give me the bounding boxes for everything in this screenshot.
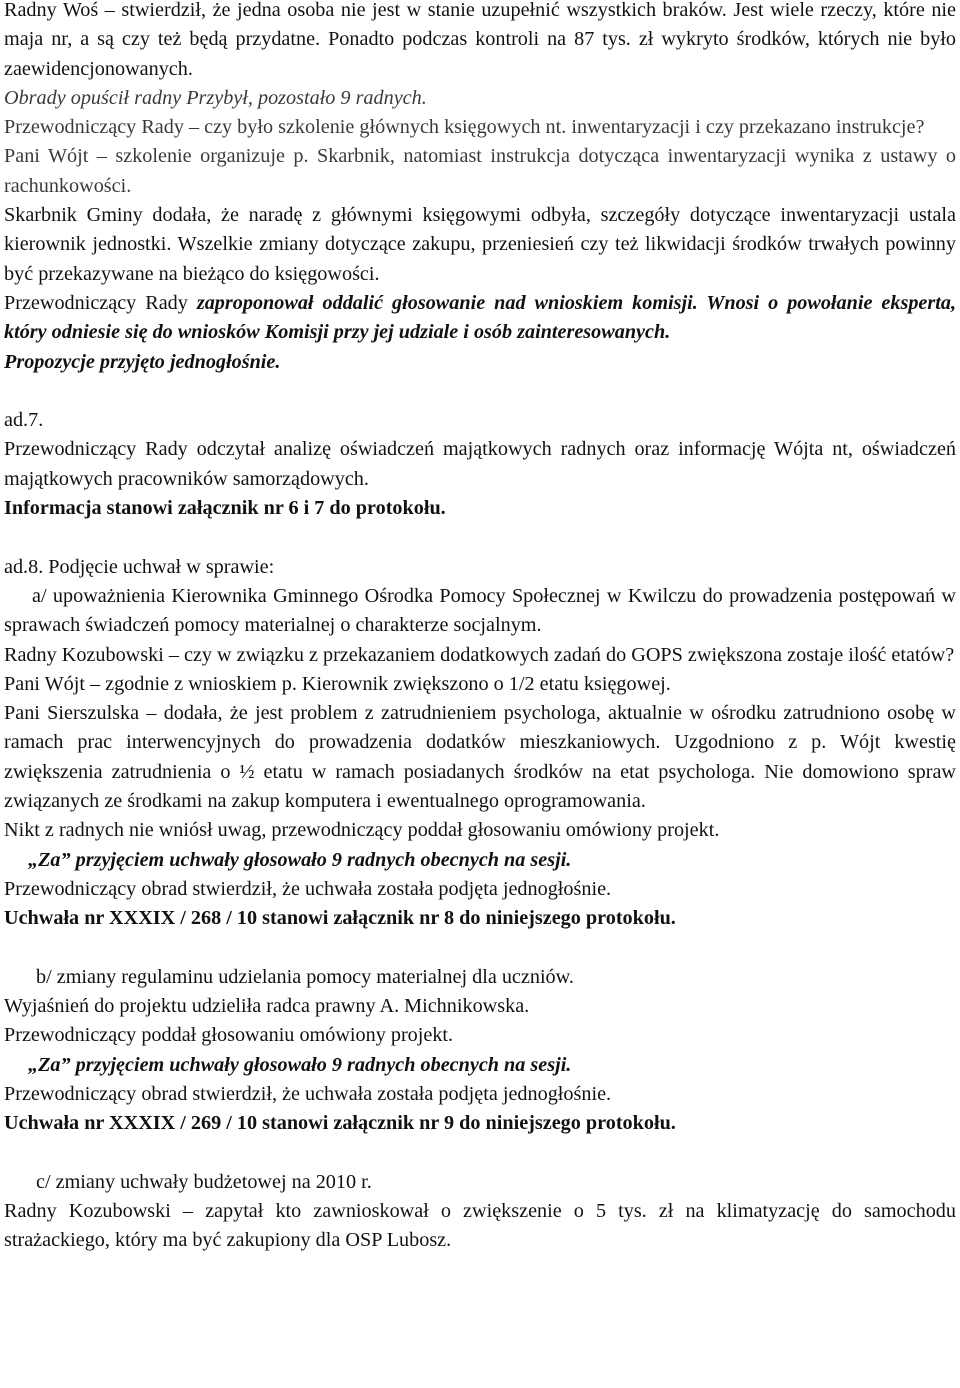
proposal-motion: zaproponował oddalić głosowanie nad wnioskiem komisji. [196, 291, 698, 314]
paragraph-pani-wojt-etat: Pani Wójt – zgodnie z wnioskiem p. Kierownik zwiększono o 1/2 etatu księgowej. [4, 672, 671, 695]
section-heading-ad8: ad.8. Podjęcie uchwał w sprawie: [4, 555, 275, 578]
paragraph-skarbnik-gminy: Skarbnik Gminy dodała, że naradę z głównymi księgowymi odbyła, szczegóły dotyczące inwentaryzacji ustala kierownik jednostki. Wszelkie zmiany dotyczące zakupu, przeniesień czy też likwidacji środków trwałych powinny być przekazywane na bieżąco do księgowości. [4, 204, 956, 285]
resolution-item-c: c/ zmiany uchwały budżetowej na 2010 r. [36, 1170, 372, 1193]
resolution-number-268: Uchwała nr XXXIX / 268 / 10 stanowi załącznik nr 8 do niniejszego protokołu. [4, 907, 676, 930]
paragraph-obrady-opuscil: Obrady opuścił radny Przybył, pozostało 9 radnych. [4, 86, 427, 109]
proposal-result: Propozycje przyjęto jednogłośnie. [4, 350, 281, 373]
paragraph-przewodniczacy-pytanie: Przewodniczący Rady – czy było szkolenie głównych księgowych nt. inwentaryzacji i czy przekazano instrukcje? [4, 116, 925, 139]
paragraph-radny-wos: Radny Woś – stwierdził, że jedna osoba nie jest w stanie uzupełnić wszystkich braków. Jest wiele rzeczy, które nie maja nr, a są czy też będą przydatne. Ponadto podczas kontroli na 87 tys. zł wykryto środków, których nie było zaewidencjonowanych. [4, 0, 956, 80]
document-page [4, 0, 956, 1256]
vote-statement-a: Przewodniczący obrad stwierdził, że uchwała została podjęta jednogłośnie. [4, 877, 612, 900]
spacer [4, 377, 956, 406]
paragraph-radny-kozubowski-klimatyzacja: Radny Kozubowski – zapytał kto zawnioskował o zwiększenie o 5 tys. zł na klimatyzację do samochodu strażackiego, który ma być zakupiony dla OSP Lubosz. [4, 1200, 956, 1252]
vote-statement-b: Przewodniczący obrad stwierdził, że uchwała została podjęta jednogłośnie. [4, 1082, 612, 1105]
proposal-speaker: Przewodniczący Rady [4, 291, 197, 314]
spacer [4, 1139, 956, 1168]
spacer [4, 934, 956, 963]
paragraph-brak-uwag: Nikt z radnych nie wniósł uwag, przewodniczący poddał głosowaniu omówiony projekt. [4, 819, 720, 842]
paragraph-analiza-oswiadczen: Przewodniczący Rady odczytał analizę oświadczeń majątkowych radnych oraz informację Wójta nt, oświadczeń majątkowych pracowników samorządowych. [4, 438, 956, 490]
proposal-expert: Wnosi o powołanie eksperta, który odniesie się do wniosków Komisji przy jej udziale i osób zainteresowanych. [4, 291, 956, 344]
spacer [4, 523, 956, 552]
paragraph-przewodniczacy-propozycja [4, 289, 956, 348]
attachment-note-6-7: Informacja stanowi załącznik nr 6 i 7 do protokołu. [4, 497, 446, 520]
paragraph-glosowanie-b: Przewodniczący poddał głosowaniu omówiony projekt. [4, 1024, 454, 1047]
paragraph-pani-wojt-szkolenie: Pani Wójt – szkolenie organizuje p. Skarbnik, natomiast instrukcja dotycząca inwentaryzacji wynika z ustawy o rachunkowości. [4, 145, 956, 197]
resolution-item-a: a/ upoważnienia Kierownika Gminnego Ośrodka Pomocy Społecznej w Kwilczu do prowadzenia postępowań w sprawach świadczeń pomocy materialnej o charakterze socjalnym. [4, 584, 956, 637]
resolution-item-b: b/ zmiany regulaminu udzielania pomocy materialnej dla uczniów. [36, 965, 574, 988]
vote-result-a: „Za” przyjęciem uchwały głosowało 9 radnych obecnych na sesji. [28, 848, 572, 871]
resolution-number-269: Uchwała nr XXXIX / 269 / 10 stanowi załącznik nr 9 do niniejszego protokołu. [4, 1112, 676, 1135]
section-heading-ad7: ad.7. [4, 409, 44, 432]
paragraph-radny-kozubowski-etaty: Radny Kozubowski – czy w związku z przekazaniem dodatkowych zadań do GOPS zwiększona zostaje ilość etatów? [4, 643, 955, 666]
paragraph-pani-sierszulska: Pani Sierszulska – dodała, że jest problem z zatrudnieniem psychologa, aktualnie w ośrodku zatrudniono osobę w ramach prac interwencyjnych do prowadzenia dodatków mieszkaniowych. Uzgodniono z p. Wójt kwestię zwiększenia zatrudnienia o ½ etatu w ramach posiadanych środków na etat psychologa. Nie domowiono spraw związanych ze środkami na zakup komputera i ewentualnego oprogramowania. [4, 702, 956, 813]
paragraph-wyjasnienia: Wyjaśnień do projektu udzieliła radca prawny A. Michnikowska. [4, 995, 530, 1018]
vote-result-b: „Za” przyjęciem uchwały głosowało 9 radnych obecnych na sesji. [28, 1053, 572, 1076]
